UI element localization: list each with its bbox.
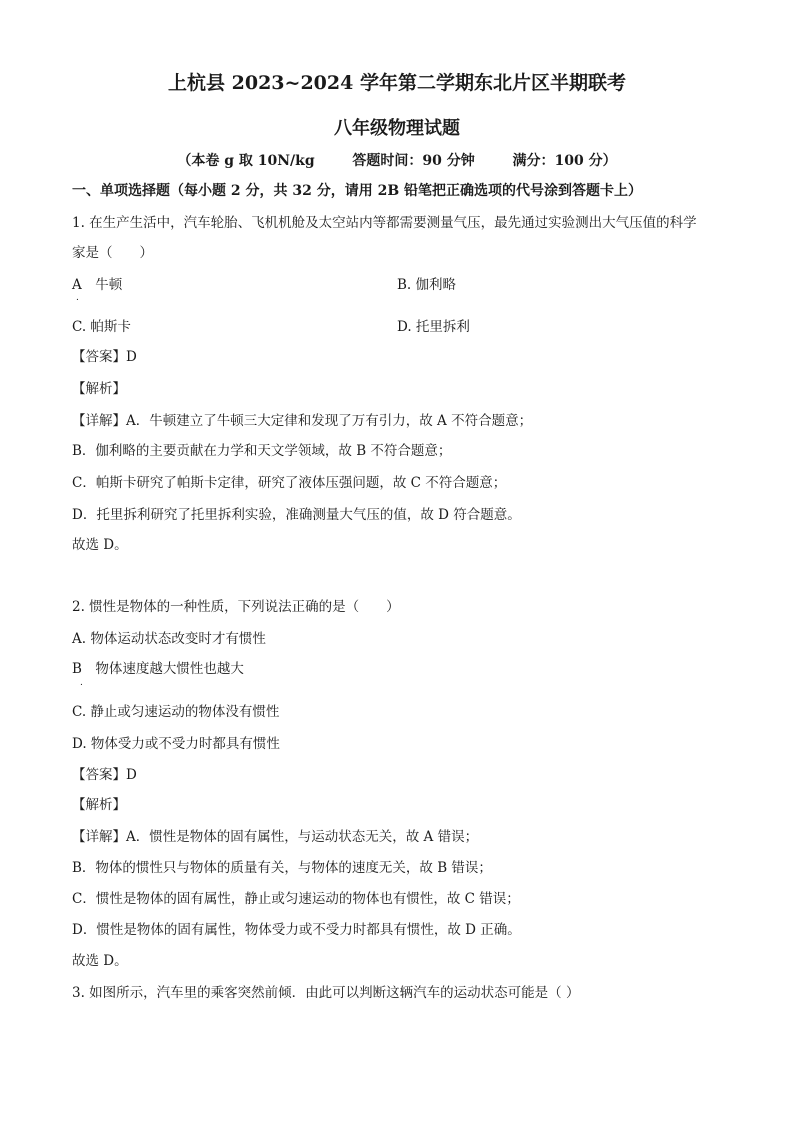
option-dot-mark: . <box>76 293 79 303</box>
q1-answer: 【答案】D <box>72 349 137 365</box>
exam-notes <box>0 150 794 170</box>
q1-stem-line2: 家是（ ） <box>72 245 153 261</box>
q1-option-c: C. 帕斯卡 <box>72 319 131 335</box>
q1-detail-a: 【详解】A．牛顿建立了牛顿三大定律和发现了万有引力，故 A 不符合题意； <box>72 413 533 429</box>
q2-option-a: A. 物体运动状态改变时才有惯性 <box>72 631 266 647</box>
q1-detail-d: D．托里拆利研究了托里拆利实验，准确测量大气压的值，故 D 符合题意。 <box>72 507 521 523</box>
q2-option-c: C. 静止或匀速运动的物体没有惯性 <box>72 704 280 720</box>
q1-option-a: A 牛顿 <box>72 277 123 293</box>
section-heading: 一、单项选择题（每小题 2 分，共 32 分，请用 2B 铅笔把正确选项的代号涂到答题卡上） <box>72 183 643 199</box>
q1-detail-c: C．帕斯卡研究了帕斯卡定律，研究了液体压强问题，故 C 不符合题意； <box>72 475 507 491</box>
q2-option-b: B 物体速度越大惯性也越大 <box>72 661 244 677</box>
q3-stem: 3. 如图所示，汽车里的乘客突然前倾．由此可以判断这辆汽车的运动状态可能是（ ） <box>72 985 580 1001</box>
q1-conclusion: 故选 D。 <box>72 537 128 553</box>
note-time: 答题时间：90 分钟 <box>352 153 475 169</box>
q2-conclusion: 故选 D。 <box>72 953 128 969</box>
q2-option-d: D. 物体受力或不受力时都具有惯性 <box>72 736 280 752</box>
q2-detail-a: 【详解】A．惯性是物体的固有属性，与运动状态无关，故 A 错误； <box>72 829 479 845</box>
q1-option-d: D. 托里拆利 <box>397 319 470 335</box>
q2-detail-d: D．惯性是物体的固有属性，物体受力或不受力时都具有惯性，故 D 正确。 <box>72 922 521 938</box>
option-dot-mark: . <box>80 678 83 688</box>
q2-detail-c: C．惯性是物体的固有属性，静止或匀速运动的物体也有惯性，故 C 错误； <box>72 891 520 907</box>
q1-option-b: B. 伽利略 <box>397 277 457 293</box>
q1-analysis-label: 【解析】 <box>72 381 126 397</box>
exam-subject: 八年级物理试题 <box>334 118 460 139</box>
q2-answer: 【答案】D <box>72 767 137 783</box>
q2-stem: 2. 惯性是物体的一种性质，下列说法正确的是（ ） <box>72 599 400 615</box>
q1-detail-b: B．伽利略的主要贡献在力学和天文学领域，故 B 不符合题意； <box>72 443 452 459</box>
note-score: 满分：100 分） <box>512 153 617 169</box>
note-gravity: （本卷 g 取 10N/kg <box>177 153 315 169</box>
exam-title: 上杭县 2023~2024 学年第二学期东北片区半期联考 <box>168 72 626 94</box>
q2-analysis-label: 【解析】 <box>72 797 126 813</box>
q2-detail-b: B．物体的惯性只与物体的质量有关，与物体的速度无关，故 B 错误； <box>72 860 492 876</box>
q1-stem-line1: 1. 在生产生活中，汽车轮胎、飞机机舱及太空站内等都需要测量气压，最先通过实验测出大气压值的科学 <box>72 215 697 231</box>
